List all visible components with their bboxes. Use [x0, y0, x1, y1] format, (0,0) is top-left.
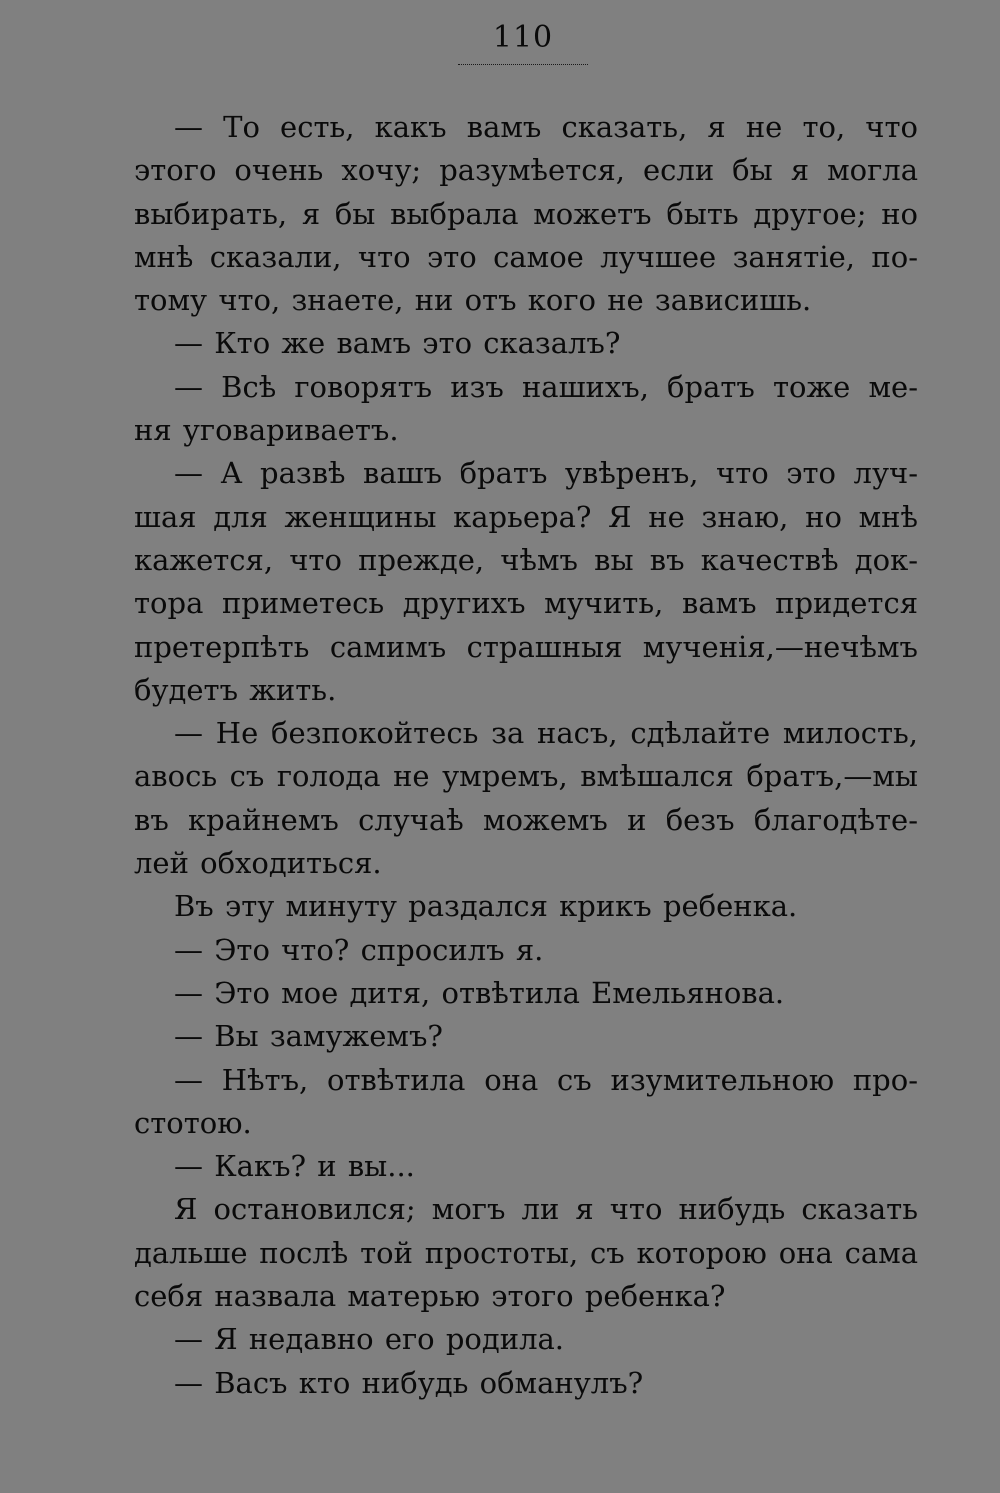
- text-line: — А развѣ вашъ братъ увѣренъ, что это луч-: [174, 456, 918, 491]
- text-line: — Кто же вамъ это сказалъ?: [174, 326, 621, 361]
- text-line: — Это что? спросилъ я.: [174, 932, 544, 967]
- text-line: выбирать, я бы выбрала можетъ быть другое; но: [134, 196, 918, 231]
- text-line: — Я недавно его родила.: [174, 1322, 564, 1357]
- text-line: шая для женщины карьера? Я не знаю, но мнѣ: [134, 499, 918, 534]
- text-line: претерпѣть самимъ страшныя мученія,—нечѣмъ: [134, 629, 918, 664]
- page-number-rule: [458, 64, 588, 65]
- text-line: лей обходиться.: [134, 846, 382, 881]
- text-line: — Какъ? и вы...: [174, 1149, 415, 1184]
- text-line: авось съ голода не умремъ, вмѣшался братъ,—мы: [134, 759, 918, 794]
- page-number: 110: [492, 20, 554, 55]
- text-line: Въ эту минуту раздался крикъ ребенка.: [174, 889, 798, 924]
- text-line: себя назвала матерью этого ребенка?: [134, 1279, 726, 1314]
- text-line: — Это мое дитя, отвѣтила Емельянова.: [174, 975, 785, 1010]
- text-line: — Васъ кто нибудь обманулъ?: [174, 1365, 644, 1400]
- text-line: будетъ жить.: [134, 672, 337, 707]
- text-line: въ крайнемъ случаѣ можемъ и безъ благодѣте-: [134, 802, 918, 837]
- text-line: ня уговариваетъ.: [134, 413, 399, 448]
- text-line: этого очень хочу; разумѣется, если бы я могла: [134, 153, 918, 188]
- text-line: тому что, знаете, ни отъ кого не зависишь.: [134, 283, 812, 318]
- text-line: дальше послѣ той простоты, съ которою она сама: [134, 1235, 918, 1270]
- text-line: — Нѣтъ, отвѣтила она съ изумительною про-: [174, 1062, 918, 1097]
- text-line: кажется, что прежде, чѣмъ вы въ качествѣ док-: [134, 542, 918, 577]
- text-line: — Не безпокойтесь за насъ, сдѣлайте милость,: [174, 716, 918, 751]
- text-line: Я остановился; могъ ли я что нибудь сказать: [174, 1192, 918, 1227]
- text-line: — Всѣ говорятъ изъ нашихъ, братъ тоже ме-: [174, 369, 918, 404]
- text-line: — Вы замужемъ?: [174, 1019, 443, 1054]
- body-text: [134, 106, 918, 1405]
- text-line: стотою.: [134, 1105, 252, 1140]
- text-line: мнѣ сказали, что это самое лучшее занятіе, по-: [134, 239, 918, 274]
- text-line: тора приметесь другихъ мучить, вамъ придется: [134, 586, 918, 621]
- text-line: — То есть, какъ вамъ сказать, я не то, что: [174, 110, 918, 144]
